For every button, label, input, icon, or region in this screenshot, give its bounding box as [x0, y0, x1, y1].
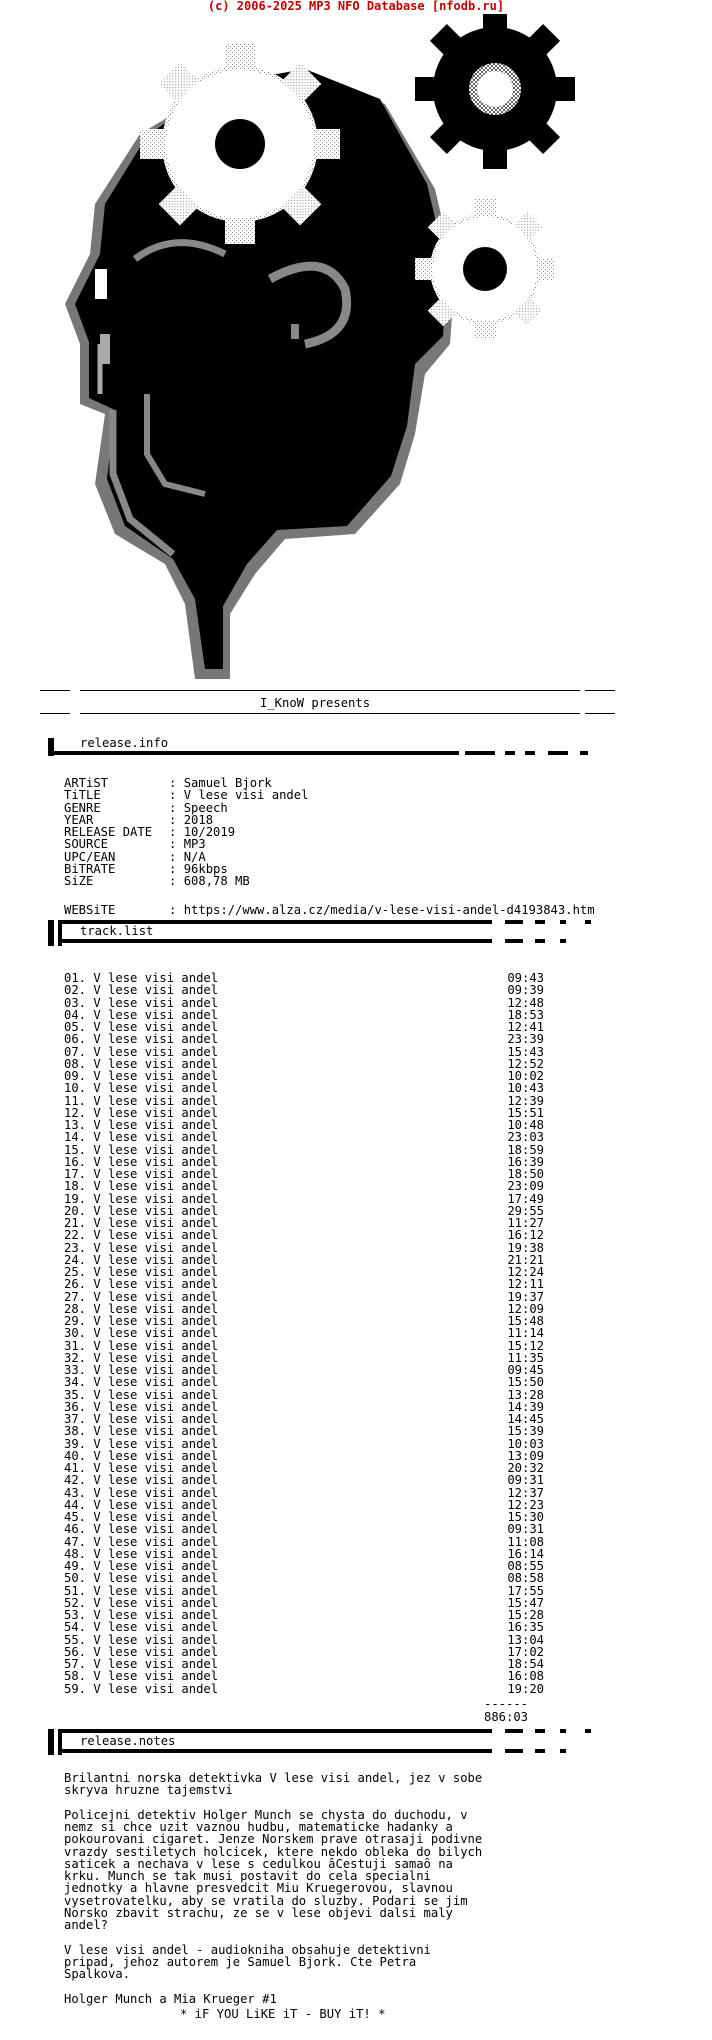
track-duration: 16:14 — [507, 1546, 544, 1561]
track-number: 18. — [64, 1179, 87, 1194]
track-name: V lese visi andel — [93, 1571, 219, 1586]
track-duration: 12:37 — [507, 1485, 544, 1500]
release-notes-bar-top — [62, 1729, 492, 1733]
track-name: V lese visi andel — [93, 1044, 219, 1059]
track-duration: 18:54 — [507, 1657, 544, 1671]
release-notes-bar-dash — [505, 1749, 523, 1753]
track-duration: 15:48 — [507, 1314, 544, 1328]
info-colon: : — [169, 874, 184, 888]
track-duration: 11:35 — [507, 1350, 544, 1365]
track-name: V lese visi andel — [93, 1277, 219, 1292]
track-name: V lese visi andel — [93, 1448, 219, 1463]
track-number: 51. — [64, 1583, 87, 1598]
presents-dash-right-bottom — [585, 713, 615, 714]
track-list-bar-dash — [535, 939, 545, 943]
track-name: V lese visi andel — [93, 1399, 219, 1414]
release-notes-body — [64, 1772, 584, 2017]
track-duration: 10:02 — [507, 1069, 544, 1083]
track-name: V lese visi andel — [93, 1657, 219, 1671]
track-duration: 11:27 — [507, 1216, 544, 1230]
track-duration: 15:43 — [507, 1044, 544, 1059]
track-duration: 20:32 — [507, 1461, 544, 1475]
info-label: UPC/EAN — [64, 849, 116, 864]
track-duration: 11:08 — [507, 1534, 544, 1549]
track-duration: 08:58 — [507, 1571, 544, 1586]
track-duration: 12:41 — [507, 1020, 544, 1034]
presents-dash-left-top — [40, 690, 70, 691]
presents-dash-right-top — [585, 690, 615, 691]
track-name: V lese visi andel — [93, 1179, 219, 1194]
track-duration: 29:55 — [507, 1203, 544, 1218]
track-name: V lese visi andel — [93, 1056, 219, 1071]
track-number: 12. — [64, 1105, 87, 1120]
info-colon: : — [169, 812, 184, 827]
track-number: 50. — [64, 1571, 87, 1586]
track-number: 52. — [64, 1595, 87, 1610]
track-number: 09. — [64, 1069, 87, 1083]
presents-dash-left-bottom — [40, 713, 70, 714]
track-duration: 12:23 — [507, 1497, 544, 1512]
track-name: V lese visi andel — [93, 1632, 219, 1647]
track-duration: 15:51 — [507, 1105, 544, 1120]
track-number: 19. — [64, 1191, 87, 1206]
track-number: 16. — [64, 1154, 87, 1169]
track-duration: 21:21 — [507, 1252, 544, 1267]
track-number: 35. — [64, 1387, 87, 1402]
track-duration: 08:55 — [507, 1559, 544, 1573]
footer-slogan: * iF YOU LiKE iT - BUY iT! * — [180, 2007, 386, 2021]
track-number: 25. — [64, 1265, 87, 1279]
track-duration: 15:12 — [507, 1338, 544, 1353]
track-name: V lese visi andel — [93, 1228, 219, 1243]
info-value: Samuel Bjork — [183, 776, 272, 790]
track-name: V lese visi andel — [93, 1424, 219, 1439]
info-colon: : — [169, 800, 184, 815]
track-name: V lese visi andel — [93, 1105, 219, 1120]
track-name: V lese visi andel — [93, 1534, 219, 1549]
track-number: 13. — [64, 1118, 87, 1132]
track-name: V lese visi andel — [93, 1608, 219, 1622]
notes-paragraph: Holger Munch a Mia Krueger #1 — [64, 1991, 277, 2006]
track-number: 41. — [64, 1461, 87, 1475]
release-notes-bracket — [48, 1729, 54, 1755]
release-info-bar-dash — [525, 751, 535, 755]
info-colon: : — [169, 902, 184, 917]
track-number: 22. — [64, 1228, 87, 1243]
track-duration: 12:48 — [507, 995, 544, 1010]
track-number: 26. — [64, 1277, 87, 1292]
track-number: 29. — [64, 1314, 87, 1328]
track-name: V lese visi andel — [93, 1620, 219, 1635]
track-duration: 16:39 — [507, 1154, 544, 1169]
track-duration: 12:11 — [507, 1277, 544, 1292]
track-name: V lese visi andel — [93, 1485, 219, 1500]
track-name: V lese visi andel — [93, 1216, 219, 1230]
track-duration: 13:04 — [507, 1632, 544, 1647]
track-name: V lese visi andel — [93, 1032, 219, 1047]
notes-paragraph: V lese visi andel - audiokniha obsahuje detektivni pripad, jehoz autorem je Samuel Bjork. Cte Petra Spalkova. — [64, 1942, 431, 1981]
track-name: V lese visi andel — [93, 1081, 219, 1096]
track-name: V lese visi andel — [93, 1007, 219, 1022]
track-name: V lese visi andel — [93, 971, 219, 985]
track-duration: 09:43 — [507, 971, 544, 985]
track-duration: 18:59 — [507, 1142, 544, 1157]
track-duration: 10:48 — [507, 1118, 544, 1132]
release-info-row — [64, 875, 250, 887]
track-name: V lese visi andel — [93, 1289, 219, 1304]
info-value: Speech — [183, 800, 228, 815]
info-label: TiTLE — [64, 788, 101, 803]
track-list — [64, 972, 544, 1695]
track-list-bracket — [48, 920, 54, 946]
track-name: V lese visi andel — [93, 1473, 219, 1488]
gear-large — [140, 44, 340, 244]
track-name: V lese visi andel — [93, 1301, 219, 1316]
track-name: V lese visi andel — [93, 1191, 219, 1206]
info-label: ARTiST — [64, 776, 109, 790]
track-number: 02. — [64, 983, 87, 998]
track-name: V lese visi andel — [93, 1069, 219, 1083]
track-name: V lese visi andel — [93, 1387, 219, 1402]
track-duration: 10:03 — [507, 1436, 544, 1451]
track-duration: 12:09 — [507, 1301, 544, 1316]
track-list-bar-bottom — [62, 939, 492, 943]
track-list-bar-dash — [560, 939, 566, 943]
track-row — [64, 1683, 544, 1695]
track-number: 56. — [64, 1644, 87, 1659]
track-number: 39. — [64, 1436, 87, 1451]
copyright-banner: (c) 2006-2025 MP3 NFO Database [nfodb.ru] — [207, 0, 505, 13]
total-separator: ------ — [484, 1697, 529, 1711]
track-duration: 17:02 — [507, 1644, 544, 1659]
info-colon: : — [169, 837, 184, 852]
release-info-bar-dash — [465, 751, 495, 755]
track-number: 38. — [64, 1424, 87, 1439]
track-name: V lese visi andel — [93, 1154, 219, 1169]
track-duration: 12:52 — [507, 1056, 544, 1071]
release-notes-bar-dash — [560, 1729, 566, 1733]
track-number: 20. — [64, 1203, 87, 1218]
track-list-heading: track.list — [80, 924, 154, 938]
info-label: SOURCE — [64, 837, 109, 852]
info-label: BiTRATE — [64, 861, 116, 876]
info-value: N/A — [183, 849, 206, 864]
track-duration: 09:31 — [507, 1522, 544, 1537]
notes-paragraph: Policejni detektiv Holger Munch se chysta do duchodu, v nemz si chce uzit vaznou hudbu, matematicke hadanky a pokourovani cigaret. Jenze Norskem prave otrasaji podivne vrazdy sestiletych holcicek, ktere nekdo obleka do bilych saticek a nechava v lese s cedulkou âCestuji samaô na krku. Munch se tak musi postavit do cela specialni jednotky a hlavne presvedcit Miu Kruegerovou, slavnou vysetrovatelku, aby se vratila do sluzby. Podari se jim Norsko zbavit strachu, ze se v lese objevi dalsi maly andel? — [64, 1807, 483, 1932]
head-with-gears-artwork — [55, 14, 625, 684]
release-notes-bar-bottom — [62, 1749, 492, 1753]
track-duration: 15:47 — [507, 1595, 544, 1610]
track-name: V lese visi andel — [93, 1546, 219, 1561]
track-number: 08. — [64, 1056, 87, 1071]
presents-label: I_KnoW presents — [260, 696, 371, 710]
website-row — [64, 904, 595, 916]
track-list-bar-dash — [505, 939, 523, 943]
track-number: 31. — [64, 1338, 87, 1353]
track-number: 43. — [64, 1485, 87, 1500]
track-list-bar-dash — [560, 920, 566, 924]
track-name: V lese visi andel — [93, 1644, 219, 1659]
track-duration: 11:14 — [507, 1326, 544, 1341]
track-number: 27. — [64, 1289, 87, 1304]
track-name: V lese visi andel — [93, 1595, 219, 1610]
info-value: 96kbps — [183, 861, 228, 876]
track-number: 58. — [64, 1669, 87, 1684]
track-number: 47. — [64, 1534, 87, 1549]
info-label: SiZE — [64, 874, 94, 888]
track-number: 24. — [64, 1252, 87, 1267]
track-duration: 13:28 — [507, 1387, 544, 1402]
release-notes-bar-dash — [585, 1729, 591, 1733]
presents-divider-bottom — [80, 713, 580, 714]
track-name: V lese visi andel — [93, 1338, 219, 1353]
presents-divider-top — [80, 690, 580, 691]
track-name: V lese visi andel — [93, 1522, 219, 1537]
website-link[interactable]: https://www.alza.cz/media/v-lese-visi-andel-d4193843.htm — [183, 902, 595, 917]
release-info-bar-dash — [580, 751, 588, 755]
track-name: V lese visi andel — [93, 1669, 219, 1684]
track-name: V lese visi andel — [93, 1093, 219, 1108]
info-label: RELEASE DATE — [64, 825, 153, 839]
track-duration: 13:09 — [507, 1448, 544, 1463]
info-value: V lese visi andel — [183, 788, 309, 803]
track-name: V lese visi andel — [93, 1375, 219, 1390]
info-value: 608,78 MB — [183, 874, 250, 888]
track-duration: 23:09 — [507, 1179, 544, 1194]
track-number: 10. — [64, 1081, 87, 1096]
track-duration: 16:08 — [507, 1669, 544, 1684]
info-value: 10/2019 — [183, 825, 236, 839]
track-duration: 09:39 — [507, 983, 544, 998]
track-duration: 15:30 — [507, 1510, 544, 1524]
track-number: 14. — [64, 1130, 87, 1145]
info-colon: : — [169, 776, 184, 790]
track-duration: 17:49 — [507, 1191, 544, 1206]
release-notes-heading: release.notes — [80, 1734, 176, 1748]
track-number: 04. — [64, 1007, 87, 1022]
release-info-bar-dash — [505, 751, 515, 755]
track-name: V lese visi andel — [93, 1510, 219, 1524]
track-title — [64, 1683, 218, 1695]
track-number: 48. — [64, 1546, 87, 1561]
info-colon: : — [169, 825, 184, 839]
track-name: V lese visi andel — [93, 1681, 219, 1696]
track-number: 17. — [64, 1167, 87, 1181]
release-notes-bar-dash — [535, 1749, 545, 1753]
track-name: V lese visi andel — [93, 1167, 219, 1181]
track-duration: 10:43 — [507, 1081, 544, 1096]
track-number: 44. — [64, 1497, 87, 1512]
total-time: 886:03 — [484, 1710, 529, 1724]
release-notes-bar-dash — [505, 1729, 523, 1733]
track-number: 45. — [64, 1510, 87, 1524]
info-label: GENRE — [64, 800, 101, 815]
release-info-bar-dash — [548, 751, 568, 755]
track-duration: 19:38 — [507, 1240, 544, 1255]
track-duration: 23:39 — [507, 1032, 544, 1047]
track-number: 57. — [64, 1657, 87, 1671]
track-number: 37. — [64, 1412, 87, 1426]
track-name: V lese visi andel — [93, 1240, 219, 1255]
track-number: 33. — [64, 1363, 87, 1377]
track-number: 07. — [64, 1044, 87, 1059]
info-label: YEAR — [64, 812, 94, 827]
track-number: 59. — [64, 1681, 87, 1696]
track-duration: 15:50 — [507, 1375, 544, 1390]
track-name: V lese visi andel — [93, 995, 219, 1010]
track-duration: 18:50 — [507, 1167, 544, 1181]
track-name: V lese visi andel — [93, 1118, 219, 1132]
info-colon: : — [169, 861, 184, 876]
release-info-heading: release.info — [80, 736, 169, 750]
track-duration: 17:55 — [507, 1583, 544, 1598]
track-number: 46. — [64, 1522, 87, 1537]
gear-dark — [415, 14, 575, 169]
track-number: 01. — [64, 971, 87, 985]
track-duration: 16:12 — [507, 1228, 544, 1243]
track-list-bar-dash — [585, 920, 591, 924]
track-number: 06. — [64, 1032, 87, 1047]
track-name: V lese visi andel — [93, 1350, 219, 1365]
track-name: V lese visi andel — [93, 1265, 219, 1279]
track-duration: 15:39 — [507, 1424, 544, 1439]
track-number: 55. — [64, 1632, 87, 1647]
track-number: 30. — [64, 1326, 87, 1341]
track-name: V lese visi andel — [93, 983, 219, 998]
release-notes-bar-dash — [560, 1749, 566, 1753]
info-value: MP3 — [183, 837, 206, 852]
track-duration: 23:03 — [507, 1130, 544, 1145]
track-number: 36. — [64, 1399, 87, 1414]
track-number: 32. — [64, 1350, 87, 1365]
track-name: V lese visi andel — [93, 1142, 219, 1157]
track-number: 54. — [64, 1620, 87, 1635]
gear-small — [415, 199, 555, 339]
track-duration: 09:45 — [507, 1363, 544, 1377]
track-number: 11. — [64, 1093, 87, 1108]
track-name: V lese visi andel — [93, 1252, 219, 1267]
track-name: V lese visi andel — [93, 1436, 219, 1451]
track-name: V lese visi andel — [93, 1583, 219, 1598]
track-duration: 09:31 — [507, 1473, 544, 1488]
release-notes-bar-dash — [535, 1729, 545, 1733]
track-name: V lese visi andel — [93, 1314, 219, 1328]
notes-paragraph: Brilantni norska detektivka V lese visi andel, jez v sobe skryva hruzne tajemstvi — [64, 1771, 483, 1798]
track-name: V lese visi andel — [93, 1559, 219, 1573]
track-name: V lese visi andel — [93, 1020, 219, 1034]
track-name: V lese visi andel — [93, 1203, 219, 1218]
track-list-bar-dash — [535, 920, 545, 924]
track-number: 49. — [64, 1559, 87, 1573]
info-colon: : — [169, 788, 184, 803]
info-colon: : — [169, 849, 184, 864]
track-name: V lese visi andel — [93, 1497, 219, 1512]
track-duration: 16:35 — [507, 1620, 544, 1635]
track-number: 34. — [64, 1375, 87, 1390]
track-number: 15. — [64, 1142, 87, 1157]
track-number: 42. — [64, 1473, 87, 1488]
track-number: 21. — [64, 1216, 87, 1230]
track-number: 40. — [64, 1448, 87, 1463]
track-duration: 12:24 — [507, 1265, 544, 1279]
track-name: V lese visi andel — [93, 1326, 219, 1341]
info-value: 2018 — [183, 812, 214, 827]
track-number: 28. — [64, 1301, 87, 1316]
track-duration: 18:53 — [507, 1007, 544, 1022]
track-duration: 19:20 — [507, 1681, 544, 1696]
track-name: V lese visi andel — [93, 1412, 219, 1426]
track-name: V lese visi andel — [93, 1130, 219, 1145]
website-label: WEBSiTE — [64, 902, 116, 917]
track-number: 05. — [64, 1020, 87, 1034]
track-duration: 19:37 — [507, 1289, 544, 1304]
track-name: V lese visi andel — [93, 1363, 219, 1377]
track-list-bar-dash — [505, 920, 523, 924]
track-name: V lese visi andel — [93, 1461, 219, 1475]
track-number: 03. — [64, 995, 87, 1010]
track-number: 23. — [64, 1240, 87, 1255]
track-duration: 14:45 — [507, 1412, 544, 1426]
track-duration: 14:39 — [507, 1399, 544, 1414]
track-number: 53. — [64, 1608, 87, 1622]
release-info-bar — [54, 751, 459, 755]
track-duration: 15:28 — [507, 1608, 544, 1622]
track-duration: 12:39 — [507, 1093, 544, 1108]
